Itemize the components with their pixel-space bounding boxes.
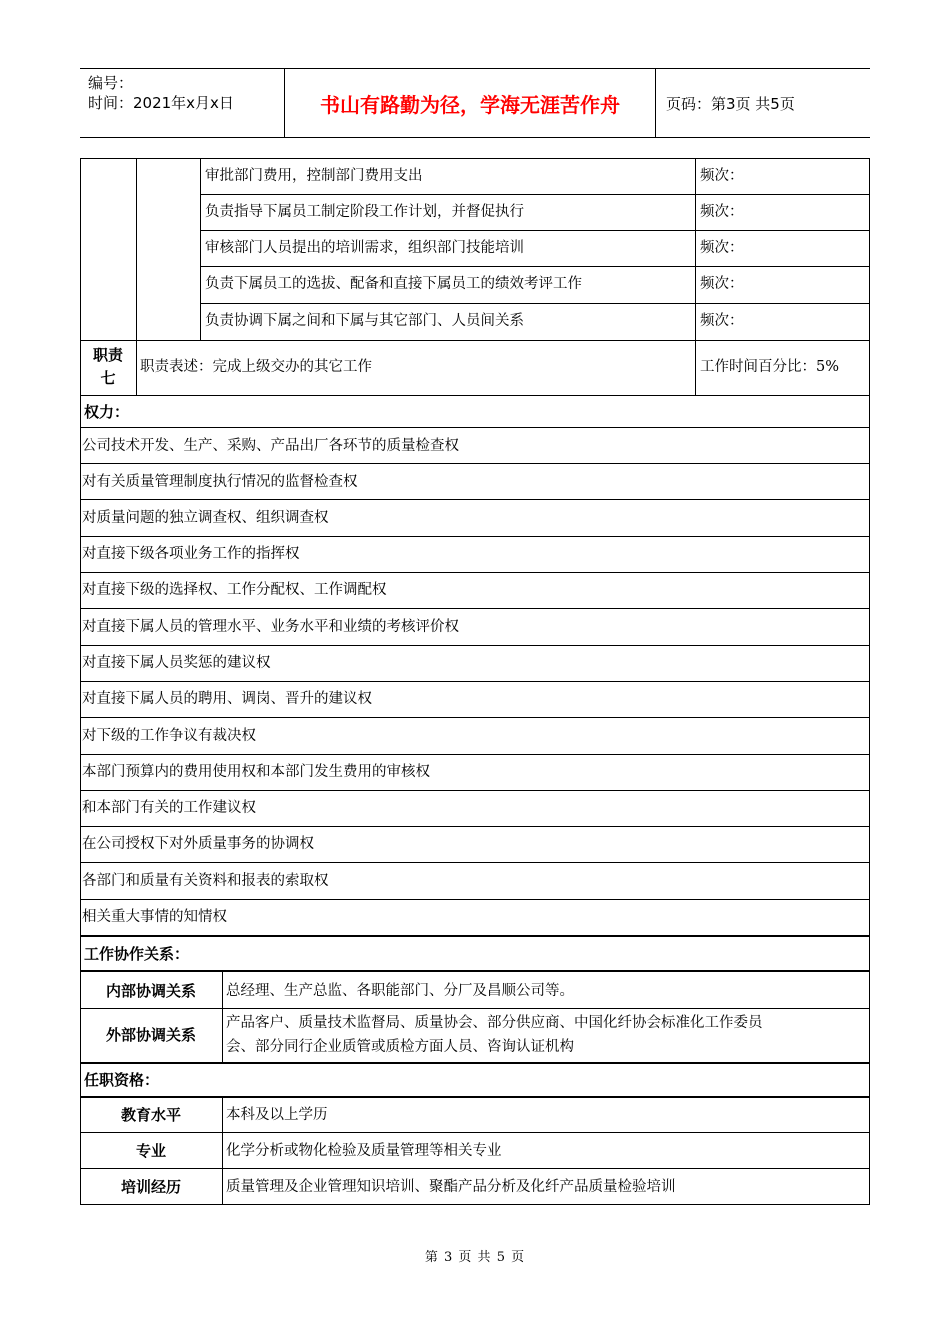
authority-item: 对直接下属人员的管理水平、业务水平和业绩的考核评价权 (82, 619, 459, 635)
qualification-col-divider (222, 1096, 223, 1205)
qualification-label-major: 专业 (135, 1142, 166, 1160)
row-line (80, 826, 870, 827)
duty-item-text: 负责指导下属员工制定阶段工作计划，并督促执行 (205, 204, 524, 220)
duty-seven-label-1: 职责 (92, 346, 123, 364)
duty-row-line (200, 194, 870, 195)
row-line (80, 427, 870, 428)
internal-coordination-value: 总经理、生产总监、各职能部门、分厂及昌顺公司等。 (226, 983, 574, 999)
duty-row-line (80, 340, 870, 341)
authority-item: 对直接下级各项业务工作的指挥权 (82, 546, 300, 562)
authority-item: 公司技术开发、生产、采购、产品出厂各环节的质量检查权 (82, 438, 459, 454)
authority-item: 各部门和质量有关资料和报表的索取权 (82, 873, 329, 889)
row-line (80, 970, 870, 972)
cooperation-col-divider (222, 970, 223, 1062)
row-line (80, 717, 870, 718)
row-line (80, 681, 870, 682)
row-line (80, 608, 870, 609)
duty-col-divider-2 (200, 158, 201, 340)
duty-item-text: 审核部门人员提出的培训需求，组织部门技能培训 (205, 240, 524, 256)
authority-item: 对质量问题的独立调查权、组织调查权 (82, 510, 329, 526)
authority-item: 在公司授权下对外质量事务的协调权 (82, 836, 314, 852)
qualification-value-major: 化学分析或物化检验及质量管理等相关专业 (226, 1143, 502, 1159)
row-line (80, 536, 870, 537)
row-line (80, 1132, 870, 1133)
row-line (80, 754, 870, 755)
internal-coordination-label: 内部协调关系 (105, 982, 196, 1000)
external-coordination-value-line-1: 产品客户、质量技术监督局、质量协会、部分供应商、中国化纤协会标准化工作委员 (226, 1015, 763, 1031)
authority-item: 对直接下属人员的聘用、调岗、晋升的建议权 (82, 691, 372, 707)
duty-seven-label-2: 七 (100, 369, 116, 387)
qualification-section-title: 任职资格： (84, 1071, 160, 1089)
header-motto: 书山有路勤为径，学海无涯苦作舟 (284, 69, 656, 137)
authority-item: 本部门预算内的费用使用权和本部门发生费用的审核权 (82, 764, 430, 780)
cooperation-section-title: 工作协作关系： (84, 945, 190, 963)
duty-item-frequency: 频次： (700, 313, 744, 329)
row-line (80, 899, 870, 900)
qualification-label-training: 培训经历 (120, 1178, 181, 1196)
authority-item: 对有关质量管理制度执行情况的监督检查权 (82, 474, 358, 490)
section-line (80, 395, 870, 396)
page-footer: 第 3 页 共 5 页 (424, 1250, 526, 1265)
document-date-label: 时间：2021年x月x日 (88, 94, 234, 112)
section-line (80, 1062, 870, 1064)
row-line (80, 1096, 870, 1098)
header-page-number: 页码：第3页 共5页 (666, 94, 795, 113)
duty-row-line (200, 303, 870, 304)
duty-item-text: 负责下属员工的选拔、配备和直接下属员工的绩效考评工作 (205, 276, 582, 292)
qualification-value-training: 质量管理及企业管理知识培训、聚酯产品分析及化纤产品质量检验培训 (226, 1179, 676, 1195)
qualification-label-education: 教育水平 (120, 1106, 181, 1124)
duty-seven-description: 职责表述：完成上级交办的其它工作 (140, 359, 372, 375)
document-number-label: 编号： (88, 74, 134, 92)
row-line (80, 499, 870, 500)
authority-item: 对直接下级的选择权、工作分配权、工作调配权 (82, 582, 387, 598)
duty-item-frequency: 频次： (700, 276, 744, 292)
duty-col-divider-1 (136, 158, 137, 395)
qualification-value-education: 本科及以上学历 (226, 1107, 328, 1123)
authority-item: 和本部门有关的工作建议权 (82, 800, 256, 816)
row-line (80, 572, 870, 573)
duty-seven-time-percentage: 工作时间百分比：5% (700, 359, 840, 375)
authority-item: 对直接下属人员奖惩的建议权 (82, 655, 271, 671)
row-line (80, 790, 870, 791)
row-line (80, 645, 870, 646)
duty-item-frequency: 频次： (700, 240, 744, 256)
section-line (80, 935, 870, 937)
external-coordination-label: 外部协调关系 (105, 1026, 196, 1044)
row-line (80, 862, 870, 863)
row-line (80, 1008, 870, 1009)
authority-item: 相关重大事情的知情权 (82, 909, 227, 925)
duty-item-text: 负责协调下属之间和下属与其它部门、人员间关系 (205, 313, 524, 329)
row-line (80, 1168, 870, 1169)
duty-item-text: 审批部门费用，控制部门费用支出 (205, 168, 423, 184)
page-header (80, 68, 870, 138)
duty-row-line (200, 230, 870, 231)
duty-row-line (200, 266, 870, 267)
external-coordination-value-line-2: 会、部分同行企业质管或质检方面人员、咨询认证机构 (226, 1039, 574, 1055)
row-line (80, 463, 870, 464)
authority-section-title: 权力： (84, 403, 130, 421)
duty-item-frequency: 频次： (700, 204, 744, 220)
authority-item: 对下级的工作争议有裁决权 (82, 728, 256, 744)
header-meta (80, 69, 284, 137)
duty-item-frequency: 频次： (700, 168, 744, 184)
